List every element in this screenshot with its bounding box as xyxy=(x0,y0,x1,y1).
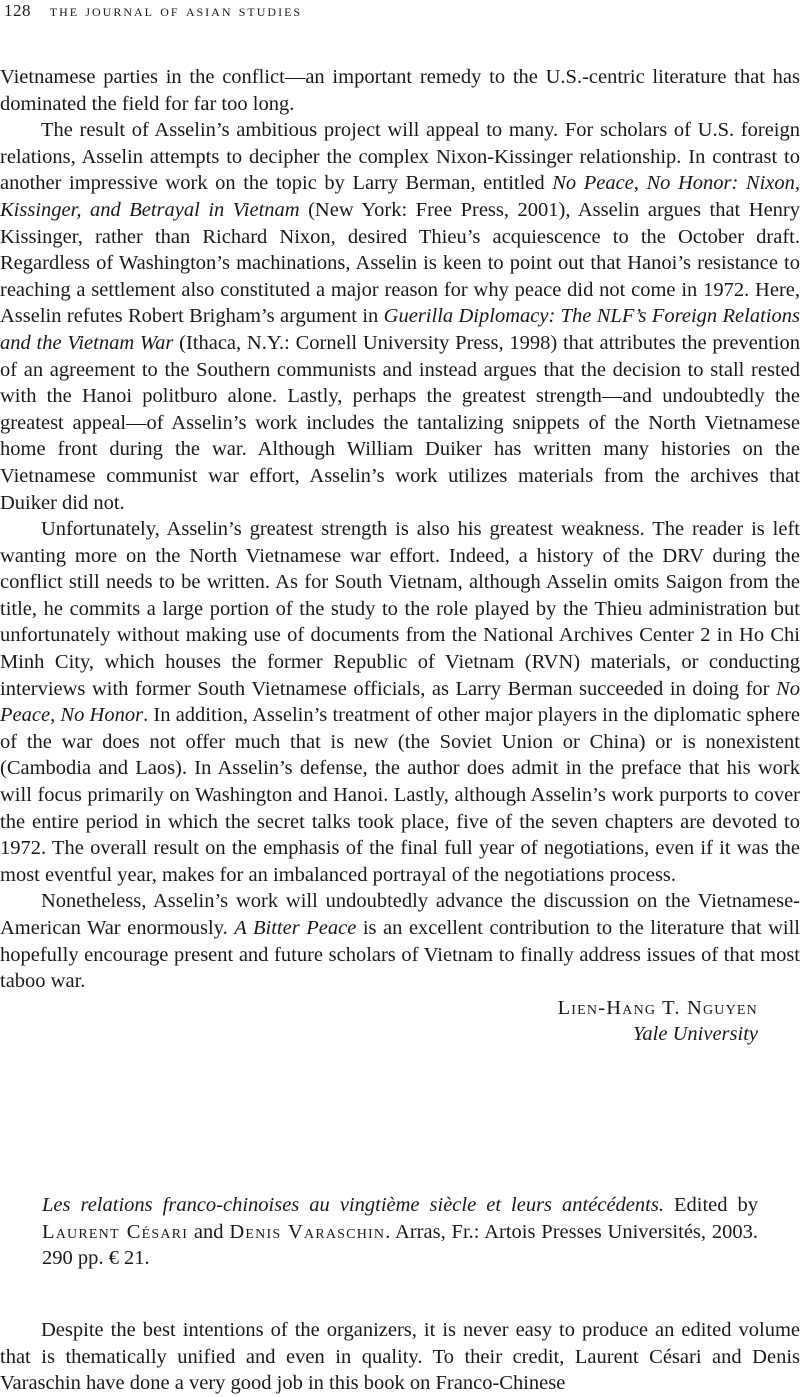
book-title-no-peace-no-honor-2: No Peace, No Honor xyxy=(0,677,800,727)
review-text xyxy=(0,64,800,1048)
reviewer-signature xyxy=(0,995,758,1048)
paragraph-3 xyxy=(0,516,800,888)
paragraph-4-text-a: Nonetheless, Asselin’s work will undoubtedly advance the discussion on the Vietnamese-American War enormously. xyxy=(0,890,800,939)
page-number: 128 xyxy=(4,1,31,20)
edited-by-text: Edited by xyxy=(663,1194,759,1216)
book-title-a-bitter-peace: A Bitter Peace xyxy=(234,917,357,939)
paragraph-1 xyxy=(0,64,800,117)
book-title-guerilla-diplomacy: Guerilla Diplomacy: The NLF’s Foreign Relations and the Vietnam War xyxy=(0,305,800,354)
next-review-title: Les relations franco-chinoises au vingtième siècle et leurs antécédents. xyxy=(42,1194,664,1216)
journal-title: the journal of asian studies xyxy=(49,1,303,20)
paragraph-4 xyxy=(0,888,800,994)
next-review-citation xyxy=(42,1192,758,1272)
editor-2: Denis Varaschin xyxy=(229,1220,386,1243)
paragraph-3-text-a: Unfortunately, Asselin’s greatest strength is also his greatest weakness. The reader is left wanting more on the North Vietnamese war effort. Indeed, a history of the DRV during the conflict still needs to be written. As for South Vietnam, although Asselin omits Saigon from the title, he commits a large portion of the study to the role played by the Thieu administration but unfortunately without making use of documents from the National Archives Center 2 in Ho Chi Minh City, which houses the former Republic of Vietnam (RVN) materials, or conducting interviews with former South Vietnamese officials, as Larry Berman succeeded in doing for xyxy=(0,518,800,700)
paragraph-2-text-a: The result of Asselin’s ambitious project will appeal to many. For scholars of U.S. foreign relations, Asselin attempts to decipher the complex Nixon-Kissinger relationship. In contrast to another impressive work on the topic by Larry Berman, entitled xyxy=(0,119,800,195)
paragraph-2-text-c: (Ithaca, N.Y.: Cornell University Press, 1998) that attributes the prevention of an agreement to the Southern communists and instead argues that the decision to stall rested with the Hanoi politburo alone. Lastly, perhaps the greatest strength—and undoubtedly the greatest appeal—of Asselin’s work includes the tantalizing snippets of the North Vietnamese home front during the war. Although William Duiker has written many histories on the Vietnamese communist war effort, Asselin’s work utilizes materials from the archives that Duiker did not. xyxy=(0,331,800,514)
and-text: and xyxy=(188,1220,230,1243)
next-review-body-text: Despite the best intentions of the organizers, it is never easy to produce an edited volume that is thematically unified and even in quality. To their credit, Laurent Césari and Denis Varaschin have done a very good job in this book on Franco-Chinese xyxy=(0,1319,800,1395)
reviewer-affiliation: Yale University xyxy=(632,1023,758,1046)
paragraph-2 xyxy=(0,117,800,516)
running-head xyxy=(4,0,302,22)
paragraph-1-text: Vietnamese parties in the conflict—an important remedy to the U.S.-centric literature that has dominated the field for far too long. xyxy=(0,66,800,115)
editor-1: Laurent Césari xyxy=(42,1220,189,1243)
publication-info: . Arras, Fr.: Artois Presses Universités, 2003. 290 pp. € 21. xyxy=(42,1220,759,1270)
paragraph-3-text-b: . In addition, Asselin’s treatment of other major players in the diplomatic sphere of the war does not offer much that is new (the Soviet Union or China) or is nonexistent (Cambodia and Laos). In Asselin’s defense, the author does admit in the preface that his work will focus primarily on Washington and Hanoi. Lastly, although Asselin’s work purports to cover the entire period in which the secret talks took place, five of the seven chapters are devoted to 1972. The overall result on the emphasis of the final full year of negotiations, even if it was the most eventful year, makes for an imbalanced portrayal of the negotiations process. xyxy=(0,704,800,886)
next-review-body xyxy=(0,1317,800,1397)
paragraph-4-text-b: is an excellent contribution to the literature that will hopefully encourage present and future scholars of Vietnam to finally address issues of that most taboo war. xyxy=(0,917,800,993)
book-title-no-peace-no-honor: No Peace, No Honor: Nixon, Kissinger, and Betrayal in Vietnam xyxy=(0,172,800,221)
paragraph-2-text-b: (New York: Free Press, 2001), Asselin argues that Henry Kissinger, rather than Richard Nixon, desired Thieu’s acquiescence to the October draft. Regardless of Washington’s machinations, Asselin is keen to point out that Hanoi’s resistance to reaching a settlement also constituted a major reason for why peace did not come in 1972. Here, Asselin refutes Robert Brigham’s argument in xyxy=(0,198,800,328)
reviewer-name: Lien-Hang T. Nguyen xyxy=(557,996,758,1019)
